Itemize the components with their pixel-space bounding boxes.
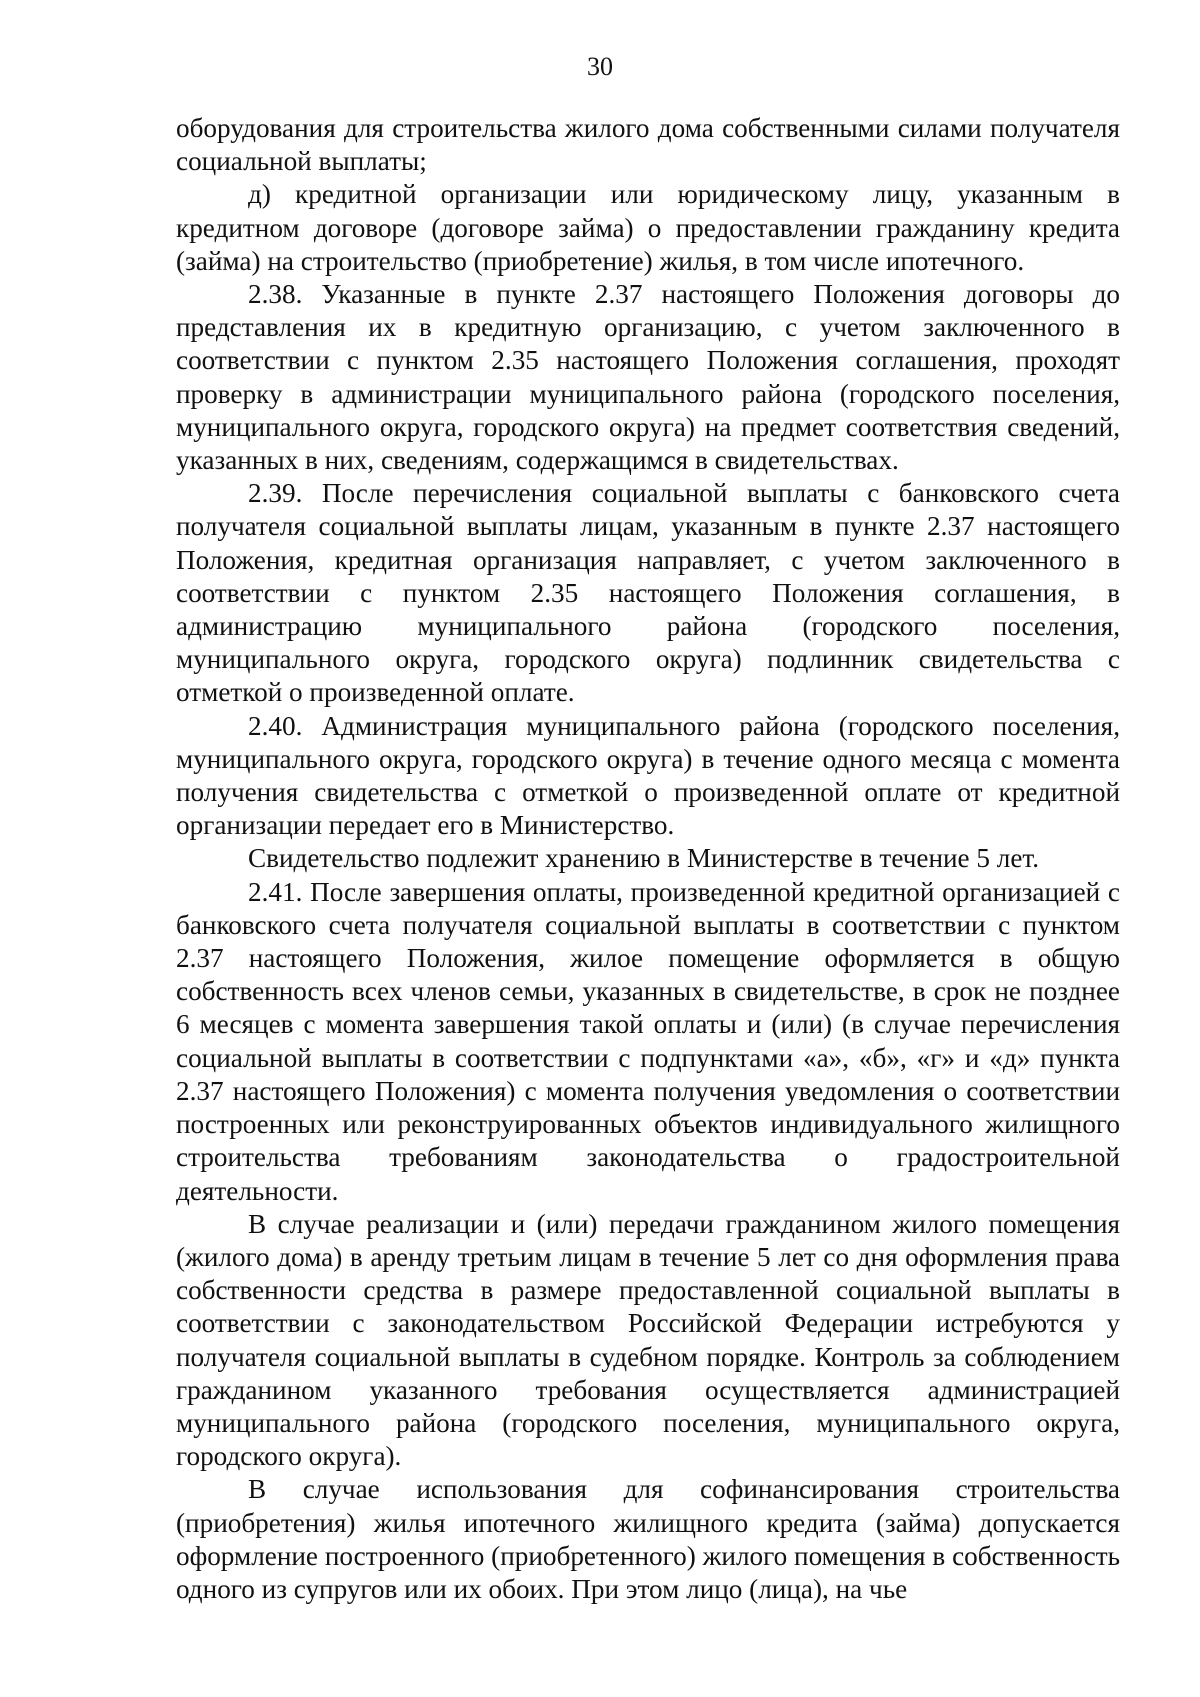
paragraph-mortgage-ownership: В случае использования для софинансирования строительства (приобретения) жилья ипотечного жилищного кредита (займа) допускается оформление построенного (приобретенного) жилого помещения в собственность одного из супругов или их обоих. При этом лицо (лица), на чье: [176, 1474, 1120, 1604]
paragraph-subitem-d: д) кредитной организации или юридическому лицу, указанным в кредитном договоре (договоре займа) о предоставлении гражданину кредита (займа) на строительство (приобретение) жилья, в том числе ипотечного.: [176, 179, 1120, 276]
paragraph-2-38: 2.38. Указанные в пункте 2.37 настоящего Положения договоры до представления их в кредитную организацию, с учетом заключенного в соответствии с пунктом 2.35 настоящего Положения соглашения, проходят проверку в администрации муниципального района (городского поселения, муниципального округа, городского округа) на предмет соответствия сведений, указанных в них, сведениям, содержащимся в свидетельствах.: [176, 279, 1120, 476]
paragraph-certificate-storage: Свидетельство подлежит хранению в Министерстве в течение 5 лет.: [248, 843, 1040, 874]
paragraph-equipment-continuation: оборудования для строительства жилого дома собственными силами получателя социальной выплаты;: [176, 113, 1120, 177]
paragraph-sale-or-lease: В случае реализации и (или) передачи гражданином жилого помещения (жилого дома) в аренду третьим лицам в течение 5 лет со дня оформления права собственности средства в размере предоставленной социальной выплаты в соответствии с законодательством Российской Федерации истребуются у получателя социальной выплаты в судебном порядке. Контроль за соблюдением гражданином указанного требования осуществляется администрацией муниципального района (городского поселения, муниципального округа, городского округа).: [176, 1208, 1120, 1472]
page-number: 30: [587, 52, 613, 81]
paragraph-2-40: 2.40. Администрация муниципального района (городского поселения, муниципального округа, городского округа) в течение одного месяца с момента получения свидетельства с отметкой о произведенной оплате от кредитной организации передает его в Министерство.: [176, 710, 1120, 841]
paragraph-2-41: 2.41. После завершения оплаты, произведенной кредитной организацией с банковского счета получателя социальной выплаты в соответствии с пунктом 2.37 настоящего Положения, жилое помещение оформляется в общую собственность всех членов семьи, указанных в свидетельстве, в срок не позднее 6 месяцев с момента завершения такой оплаты и (или) (в случае перечисления социальной выплаты в соответствии с подпунктами «а», «б», «г» и «д» пункта 2.37 настоящего Положения) с момента получения уведомления о соответствии построенных или реконструированных объектов индивидуального жилищного строительства требованиям законодательства о градостроительной деятельности.: [176, 876, 1120, 1206]
paragraph-2-39: 2.39. После перечисления социальной выплаты с банковского счета получателя социальной выплаты лицам, указанным в пункте 2.37 настоящего Положения, кредитная организация направляет, с учетом заключенного в соответствии с пунктом 2.35 настоящего Положения соглашения, в администрацию муниципального района (городского поселения, муниципального округа, городского округа) подлинник свидетельства с отметкой о произведенной оплате.: [176, 478, 1120, 708]
document-body: [176, 112, 1120, 1606]
